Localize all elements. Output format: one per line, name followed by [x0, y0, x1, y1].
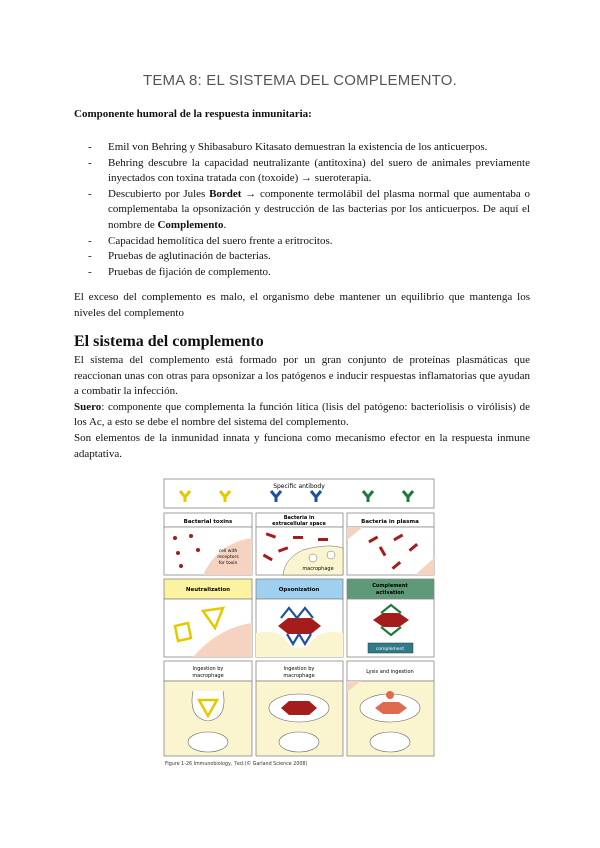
paragraph: El sistema del complemento está formado por un gran conjunto de proteínas plasmáticas que reaccionan unas con otras para opsonizar a los patógenos e inducir respuestas inflamatorias que ayudan a combatir la infección.	[74, 354, 530, 398]
section-subheading: Componente humoral de la respuesta inmunitaria:	[74, 108, 312, 120]
section-body	[74, 353, 530, 462]
bold-text: Suero	[74, 400, 102, 413]
figure-top-label: Specific antibody	[273, 483, 325, 490]
text: → componente termolábil del plasma normal que aumentaba o complementaba la opsonización y destrucción de las bacterias por los anticuerpos. De aquí el nombre de	[108, 187, 530, 231]
label: extracellular space	[272, 521, 326, 527]
label-complement: complement	[375, 647, 405, 652]
bold-text: Complemento	[157, 218, 224, 231]
label: Ingestion by	[192, 666, 224, 672]
label: for toxin	[218, 561, 238, 566]
text: Descubierto por Jules	[108, 187, 210, 200]
paragraph: El exceso del complemento es malo, el organismo debe mantener un equilibrio que mantenga los niveles del complemento	[74, 291, 530, 319]
label: Lysis and ingestion	[366, 669, 414, 675]
label: Ingestion by	[283, 666, 315, 672]
label: Bacteria in	[283, 515, 315, 521]
list-item: - Capacidad hemolítica del suero frente a eritrocitos.	[74, 234, 530, 250]
list-item: - Pruebas de aglutinación de bacterias.	[74, 249, 530, 265]
section-heading: El sistema del complemento	[74, 333, 264, 350]
label: receptors	[217, 555, 239, 560]
label: activation	[375, 590, 405, 596]
label: macrophage	[302, 566, 334, 572]
page-title: TEMA 8: EL SISTEMA DEL COMPLEMENTO.	[142, 72, 458, 89]
label-bacterial-toxins: Bacterial toxins	[183, 519, 233, 525]
figure-caption: Figure 1-26 Immunobiology, 7ed.(© Garland Science 2008)	[165, 762, 308, 767]
bullet-list	[74, 140, 530, 280]
label-bacteria-plasma: Bacteria in plasma	[361, 519, 419, 525]
list-item	[74, 187, 530, 234]
column-complement-activation	[347, 513, 434, 756]
text: : componente que complementa la función lítica (lisis del patógeno: bacteriolisis o virólisis) de los Ac, a esto se debe el nombre del sistema del complemento.	[74, 400, 530, 429]
list-item: - Emil von Behring y Shibasaburo Kitasato demuestran la existencia de los anticuerpos.	[74, 140, 530, 156]
list-item: - Pruebas de fijación de complemento.	[74, 265, 530, 281]
column-neutralization	[164, 513, 252, 756]
complement-figure	[163, 478, 435, 768]
label: macrophage	[283, 673, 315, 679]
label: macrophage	[192, 673, 224, 679]
list-item: - Behring descubre la capacidad neutralizante (antitoxina) del suero de animales previamente inyectados con toxina tratada con (toxoide) → sueroterapia.	[74, 156, 530, 187]
label-neutralization: Neutralization	[185, 587, 231, 593]
bold-text: Bordet	[209, 187, 242, 200]
paragraph	[74, 400, 530, 431]
label-opsonization: Opsonization	[278, 587, 320, 593]
column-opsonization	[256, 513, 343, 756]
label: cell with	[218, 549, 238, 554]
text: .	[223, 218, 227, 231]
label: Complement	[372, 583, 408, 589]
paragraph: Son elementos de la inmunidad innata y funciona como mecanismo efector en la respuesta inmune adaptativa.	[74, 431, 530, 460]
